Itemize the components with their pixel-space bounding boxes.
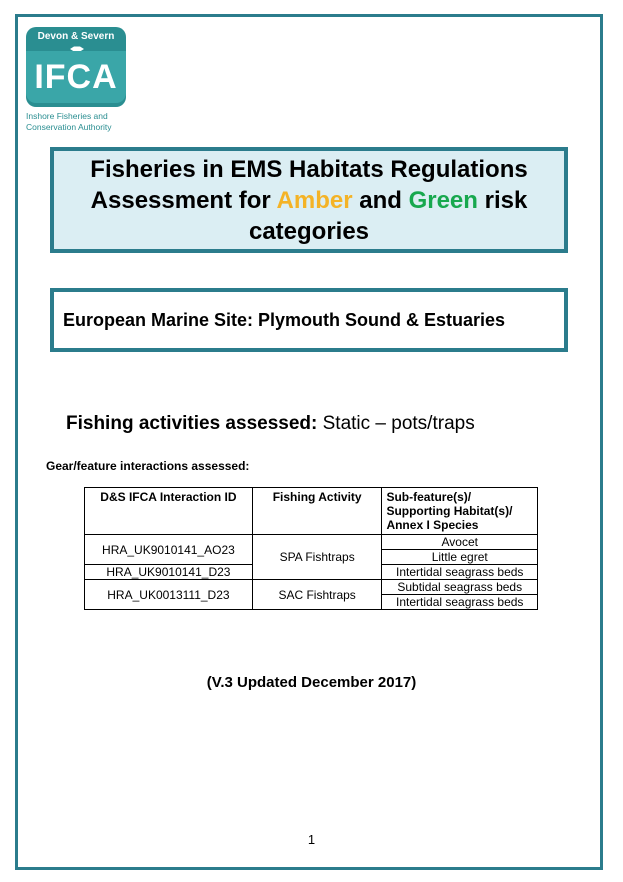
title-box [50,147,568,253]
cell-feature: Intertidal seagrass beds [382,565,538,580]
title-line2-prefix: Assessment for [90,186,277,214]
site-label: European Marine Site: Plymouth Sound & Estuaries [63,309,506,330]
site-box [50,288,568,352]
cell-fishing-activity: SAC Fishtraps [252,580,382,610]
cell-fishing-activity: SPA Fishtraps [252,535,382,580]
title-and-word: and [352,186,409,214]
activities-value: Static – pots/traps [317,413,475,434]
gear-heading: Gear/feature interactions assessed: [46,459,250,473]
table-row [85,580,538,595]
logo-org-short: Devon & Severn [37,31,115,42]
cell-feature: Subtidal seagrass beds [382,580,538,595]
cell-interaction-id: HRA_UK9010141_D23 [85,565,253,580]
cell-feature: Little egret [382,550,538,565]
logo-acronym: IFCA [26,51,126,103]
ifca-logo [26,27,130,133]
table-row [85,535,538,550]
cell-feature: Intertidal seagrass beds [382,595,538,610]
title-green-word: Green [408,186,478,214]
header-fishing-activity: Fishing Activity [252,488,382,535]
page-border [15,14,603,870]
fishing-activities [66,413,475,435]
activities-label: Fishing activities assessed: [66,413,318,434]
header-sub-features: Sub-feature(s)/ Supporting Habitat(s)/ Annex I Species [382,488,538,535]
logo-full-name-2: Conservation Authority [26,122,112,132]
page-number: 1 [307,832,316,847]
interactions-table [84,487,538,610]
title-amber-word: Amber [276,186,353,214]
document-title [90,154,527,247]
logo-full-name-1: Inshore Fisheries and [26,111,108,121]
version-note: (V.3 Updated December 2017) [206,674,417,691]
logo-badge [26,27,126,107]
title-line3: categories [248,217,370,245]
table-header-row [85,488,538,535]
title-line2-suffix: risk [477,186,528,214]
cell-interaction-id: HRA_UK0013111_D23 [85,580,253,610]
header-interaction-id: D&S IFCA Interaction ID [85,488,253,535]
cell-feature: Avocet [382,535,538,550]
cell-interaction-id: HRA_UK9010141_AO23 [85,535,253,565]
title-line1: Fisheries in EMS Habitats Regulations [90,155,528,183]
